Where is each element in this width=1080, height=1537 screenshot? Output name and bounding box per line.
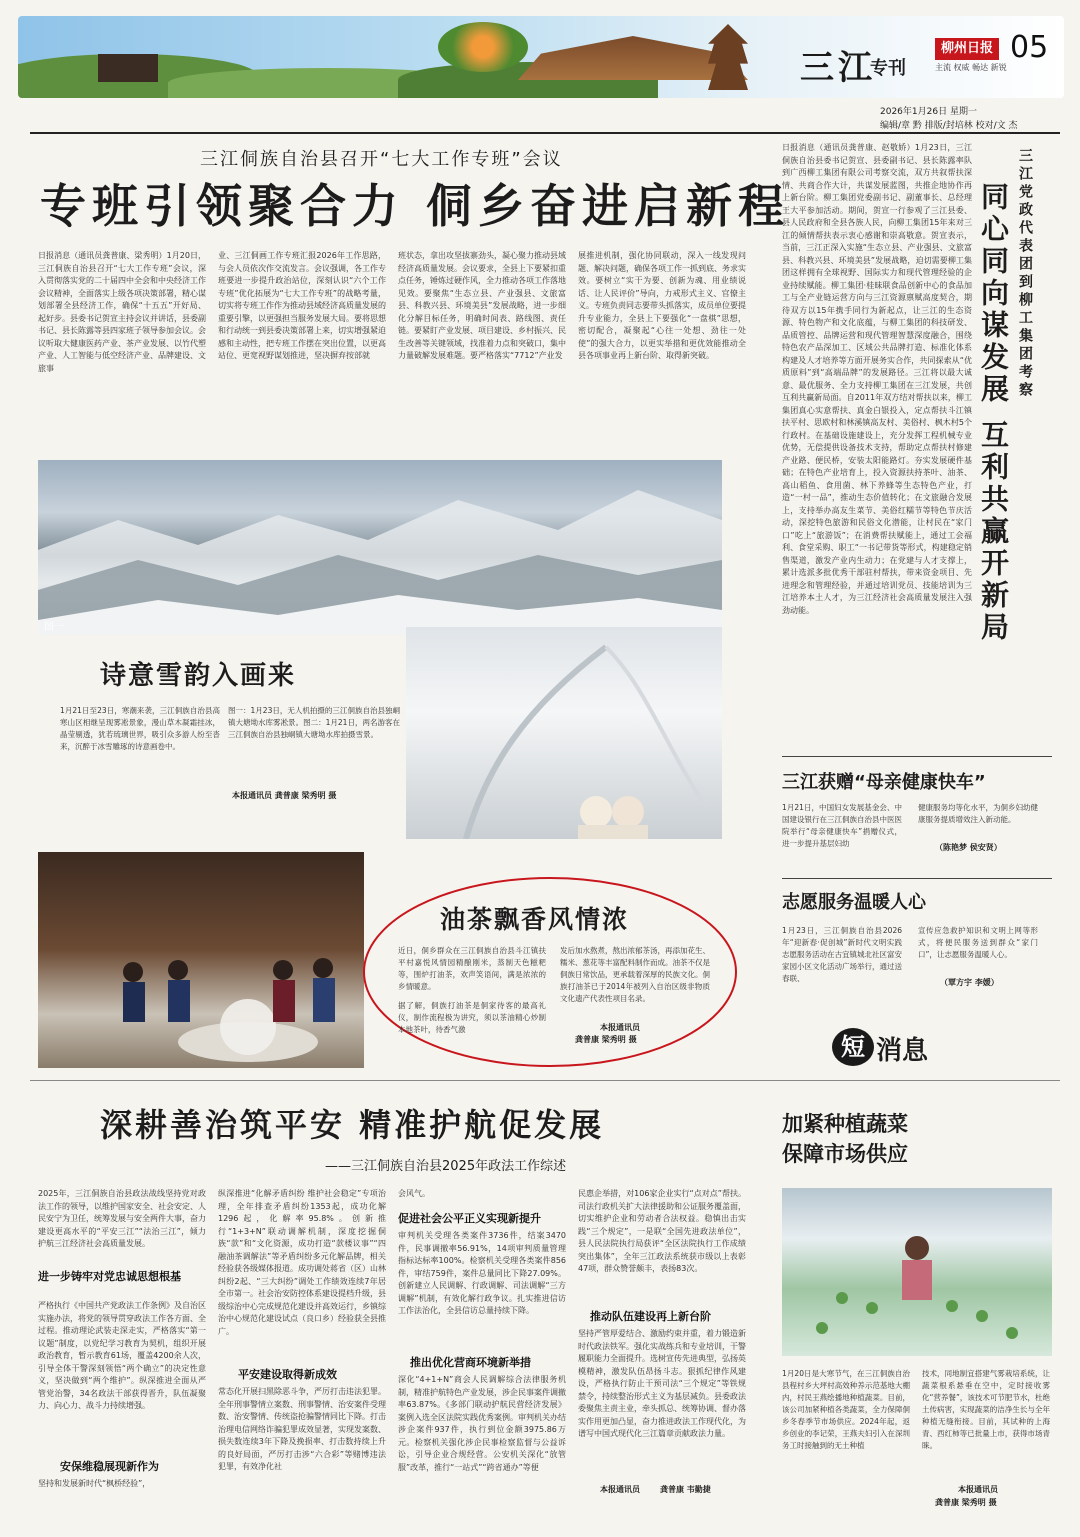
volunteer-title: 志愿服务温暖人心 [782,892,926,913]
law-col1: 2025年，三江侗族自治县政法战线坚持党对政法工作的领导，以维护国家安全、社会安定、人民安宁为卫任，统筹发展与安全两件大事，奋力建设更高水平的“平安三江”“法治三江”，倾力护航三江经济社会高质量发展。 [38,1189,206,1248]
photo1-label: 图一 [44,622,64,633]
snow-title: 诗意雪韵入画来 [100,661,297,691]
law-h4: 促进社会公平正义实现新提升 [398,1212,541,1225]
law-col4: 民惠企举措，对106家企业实行“点对点”帮扶。司法行政机关扩大法律援助和公证服务覆盖面，切实维护企业和劳动者合法权益。稳慎出击实践“三个规定”，一是联“全国先进政法单位”，县人民法院执行局获评“全区法院执行工作成绩突出集体”，全年三江政法系统获市级以上表彰47项，群众赞誉颇丰，表扬83次。 [578,1189,746,1273]
drum-tower-illustration [98,54,158,82]
law-col4b: 坚持严管厚爱结合、激励约束并重，着力锻造新时代政法铁军。强化实战练兵和专业培训，干警履职能力全面提升。选树宣传先进典型，弘扬英模精神，激发队伍昂扬斗志。狠抓纪律作风建设，严格执行防止干预司法“三个规定”等铁规禁令，持续整治形式主义为基层减负。县委政法委聚焦主责主业，牵头抓总、统筹协调、督办落实作用更加凸显，奋力推进政法工作现代化，为谱写中国式现代化三江篇章贡献政法力量。 [578,1329,746,1438]
snow-tree-photo [406,627,722,839]
right-lead-title: 同心同向谋发展 互利共赢开新局 [977,182,1010,644]
law-col3c: 深化“4+1+N”商会人民调解综合法律服务机制，精准护航特色产业发展，涉企民事案件调撤率63.87%。《多部门联动护航民营经济发展》案例入选全区法院实践优秀案例。审判机关办结涉企案件937件，执行到位金额3975.86万元。检察机关强化涉企民事检察监督与公益诉讼，引导企业合规经营。公安机关深化“放管服”改革，推行“一站式”“跨省通办”等便 [398,1375,566,1472]
oil-tea-col1: 近日，侗乡群众在三江侗族自治县斗江镇扶平村嘉悦风情园精酿刚米，蒸制天色糍粑等，围炉打油茶，欢声笑语间，满是浓浓的乡情暖意。 [398,946,546,991]
oil-tea-col2: 发后加水熬煮，熬出浓郁茶汤，再添加花生、糯米、葱花等丰富配料制作而成。油茶不仅是侗族日常饮品，更承载着深厚的民族文化。侗族打油茶已于2014年被列入自治区级非物质文化遗产代表性项目名录。 [560,946,710,1003]
oil-tea-credit-names: 龚普康 梁秀明 摄 [575,1035,637,1044]
lead-col-4: 展推进机制，强化协同联动，深入一线发现问题、解决问题，确保各项工作一抓到底、务求实效。要树立“实干为要、创新为魂、用业绩说话、让人民评价”导向，力戒形式主义、官僚主义。专班负责同志要带头抓落实，成员单位要提升专业能力，全县上下要强化“一盘棋”思想，密切配合，凝聚起“心往一处想、劲往一处使”的强大合力，以更实举措和更优效能推动全县各项事业再上新台阶、取得新突破。 [578,251,746,360]
law-h6: 推动队伍建设再上新台阶 [590,1310,711,1323]
bus-title: 三江获赠“母亲健康快车” [782,772,986,793]
oil-tea-title: 油茶飘香风情浓 [440,905,630,934]
veg-credit-label: 本报通讯员 [958,1485,998,1494]
law-col1c: 坚持和发展新时代“枫桥经验”， [38,1479,151,1488]
oil-tea-col1b: 据了解，侗族打油茶是侗家待客的最高礼仪，制作流程极为讲究，须以茶油精心炒制本地茶叶，待香气激 [398,1001,546,1034]
snow-credit: 本报通讯员 龚普康 梁秀明 摄 [232,791,337,800]
law-h1: 进一步铸牢对党忠诚思想根基 [38,1270,181,1283]
bus-col2: 健康服务均等化水平，为侗乡妇幼健康服务提质增效注入新动能。 [918,803,1038,824]
veg-col2: 技术，同地制宜搭建气雾栽培系统，让蔬菜根系悬垂在空中，定时接收雾化“营养餐”，该技术可节肥节水，杜绝土传病害，实现蔬菜的洁净生长与全年种植无缝衔接。目前，其试种的上海青、西红柿等已批量上市，获得市场青睐。 [922,1369,1050,1450]
volunteer-rule [782,878,1052,879]
law-col3: 会风气。 [398,1189,430,1198]
oil-tea-photo [38,852,364,1068]
law-col2b: 常态化开展扫黑除恶斗争，严厉打击违法犯罪。全年刑事警情立案数、刑事警情、治安案件受理数、治安警情、传统盗抢骗警情同比下降。打击治理电信网络诈骗犯罪成效显著，实现发案数、损失数连续3年下降及挽损率、打击数持续上升的良好局面，严厉打击涉“六合彩”等赌博违法犯罪，有效净化社 [218,1387,386,1471]
veg-credit-names: 龚普康 梁秀明 摄 [935,1498,997,1507]
masthead-banner [18,16,1064,98]
lead-col-1: 日报消息（通讯员龚普康、梁秀明）1月20日，三江侗族自治县召开“七大工作专班”会议，深入贯彻落实党的二十届四中全会和中央经济工作会议精神，全面落实上级各项决策部署，精心谋划部署全县经济工作，确保“十五五”开好局、起好步。县委书记贺宣主持会议并讲话，县委副书记、县长陈露等县四家班子领导参加会议。会议听取大健康医药产业、茶产业发展、以竹代塑产业、人工智能与低空经济产业、品牌建设、文旅事 [38,251,206,373]
mountain-ridges [38,460,722,635]
bus-rule [782,756,1052,757]
section-name: 三江 [800,48,876,88]
bus-credit: （陈艳梦 侯安贤） [935,843,1002,852]
snow-body: 1月21日至23日，寒潮来袭，三江侗族自治县高寒山区相继呈现雾凇景象，漫山草木凝霜挂冰，晶莹剔透，犹若琉璃世界，吸引众多游人纷至沓来，沉醉于冰雪雕琢的诗意画卷中。 [60,706,220,751]
volunteer-col2: 宣传应急救护知识和文明上网等形式，将便民服务送到群众“家门口”，让志愿服务温暖人心。 [918,926,1038,959]
veg-title-1: 加紧种植蔬菜 [782,1112,908,1136]
oil-tea-credit-label: 本报通讯员 [600,1023,640,1032]
fruit-tree-illustration [438,22,528,72]
veg-title-2: 保障市场供应 [782,1142,908,1166]
right-lead-body: 日报消息（通讯员龚普康、赵敬娇）1月23日，三江侗族自治县委书记贺宣、县委副书记、县长陈露率队到广西柳工集团有限公司考察交流，双方共叙帮扶深情、共商合作大计，共谋发展蓝图，共推企地协作再上新台阶。柳工集团党委副书记、副董事长、总经理王大平参加活动。期间，贺宣一行参观了三江县委、县人民政府和全县各族人民，向柳工集团15年来对三江的倾情帮扶表示衷心感谢和崇高敬意。贺宣表示，当前，三江正深入实施“生态立县、产业强县、文旅富县、科教兴县、环境美县”发展战略，迫切需要柳工集团这样拥有全球视野、国际实力和现代管理经验的企业持续赋能。柳工集团·桂昧联食品创新中心的食品加工与全产业链运营方向与三江资源禀赋高度契合，期待双方以15年携手同行为新起点，让三江的生态资源、特色物产和文化底蕴，与柳工集团的科技研发、品质管控、品牌运营和现代管理智慧深度融合，围绕特色农产品深加工、区域公共品牌打造、标准化体系构建及人才培养等方面开展务实合作，共同探索从“优质原料”到“高端品牌”的发展路径。三江将以最大诚意、最优服务、全力支持柳工集团在三江发展，共创互利共赢新局面。自2011年双方结对帮扶以来，柳工集团真心实意帮扶、真金白银投入，定点帮扶斗江镇扶平村、思欧村和林溪镇高友村、美俗村、枫木村5个行政村。在基础设施建设上，充分发挥工程机械专业优势，无偿提供设备技术支持，帮助定点帮扶村修建产业路、便民桥，安装太阳能路灯。夯实发展硬件基础；在特色产业培育上，投入资源扶持茶叶、油茶、高山稻鱼、食用菌、林下养蜂等生态特色产业，打造“一村一品”，推动生态价值转化；在文旅融合发展上，支持举办高友生菜节、美俗红糯节等特色节庆活动，深挖特色旅游和民俗文化潜能，让村民在“家门口”吃上“旅游饭”；在消费帮扶赋能上，通过工会福利、食堂采购、职工“一书记带货等形式，构建稳定销售渠道，激发产业内生动力；在党建与人才支撑上，累计选派多批优秀干部驻村帮扶，带来资金项目、先进理念和管理经验，并通过培训党员、技能培训为三江培养本土人才，为三江经济社会高质量发展注入强劲动能。 [782,143,972,615]
law-h2: 安保维稳展现新作为 [60,1460,159,1473]
snow-caption: 图一：1月23日，无人机拍摄的三江侗族自治县独峒镇大塘坳水库雾凇景。图二：1月21日，两名游客在三江侗族自治县独峒镇大塘坳水库拍摄雪景。 [228,706,400,739]
pagoda-illustration [708,24,748,90]
law-col3b: 审判机关受理各类案件3736件，结案3470件，民事调撤率56.91%，14项审判质量管理指标达标率100%。检察机关受理各类案件856件，审结759件，案件总量同比下降27.09%。创新建立人民调解、行政调解、司法调解“三方调解”机制，有效化解行政争议。扎实推进信访工作法治化，全县信访总量持续下降。 [398,1231,566,1315]
volunteer-credit: （覃方宇 李媛） [940,978,999,987]
greenhouse-scene [782,1188,1052,1356]
right-lead-subtitle: 三江党政代表团到柳工集团考察 [1017,148,1033,400]
snow-mountain-photo [38,460,722,635]
law-credit-label: 本报通讯员 [600,1485,640,1494]
paper-slogan: 主流 权威 畅达 新锐 [935,63,1007,72]
law-subtitle: ——三江侗族自治县2025年政法工作综述 [325,1159,567,1174]
frosted-tree [406,627,722,839]
issue-date: 2026年1月26日 星期一 [880,107,977,117]
bus-col1: 1月21日，中国妇女发展基金会、中国建设银行在三江侗族自治县中医医院举行“母亲健康快车”捐赠仪式，进一步提升基层妇幼 [782,803,902,848]
section-suffix: 专刊 [870,58,906,79]
law-h3: 平安建设取得新成效 [238,1368,337,1381]
oil-tea-scene [38,852,364,1068]
lead-subtitle: 三江侗族自治县召开“七大工作专班”会议 [200,149,563,170]
law-title: 深耕善治筑平安 精准护航促发展 [100,1106,605,1144]
editor-credits: 编辑/章 黔 排版/封培林 校对/文 杰 [880,121,1018,131]
veg-col1: 1月20日是大寒节气，在三江侗族自治县程村乡大坪村高效种养示范基地大棚内，村民王燕绘播地种植蔬菜。目前，该公司加紧种植各类蔬菜，全力保障侗乡冬春季节市场供应。2024年起，返乡创业的李记荣，王燕夫妇引入在深圳务工时接触到的无土种植 [782,1369,910,1450]
law-credit-names: 龚普康 韦勤捷 [660,1485,711,1494]
top-rule [30,132,1060,134]
law-h5: 推出优化营商环境新举措 [410,1356,531,1369]
page-number: 05 [1010,30,1049,65]
mid-rule [30,1080,1060,1081]
lead-title: 专班引领聚合力 侗乡奋进启新程 [40,179,791,233]
lead-col-3: 班状态，拿出攻坚拔寨劲头，凝心聚力推动县域经济高质量发展。会议要求，全县上下要紧扣重点任务，锤炼过硬作风，全力推动各项工作落地见效。要聚焦“生态立县、产业强县、文旅富县、科教兴县、环境美县”发展战略，进一步细化分解目标任务，明确时间表、路线图、责任链。要紧盯产业发展、项目建设、乡村振兴、民生改善等关键领域，找准着力点和突破口，集中力量破解发展难题。要严格落实“7712”产业发 [398,251,566,360]
lead-col-2: 业、三江侗画工作专班汇报2026年工作思路，与会人员依次作交流发言。会议强调，各工作专班要进一步提升政治站位，深刻认识“六个工作专班”优化拓展为“七大工作专班”的战略考量，切实将专班工作作为推动县域经济高质量发展的重要引擎，以更强担当服务发展大局。要将思想和行动统一到县委决策部署上来，切实增强紧迫感和主动性，把专班工作摆在突出位置，以更高站位、更宽视野谋划推进，坚决摒弃按部就 [218,251,386,360]
law-col1b: 严格执行《中国共产党政法工作条例》及自治区实施办法，将党的领导贯穿政法工作各方面、全过程。推动理论武装走深走实，严格落实“第一议题”制度，以党纪学习教育为契机，组织开展政治教育，暂示教育61场，覆盖4200余人次，引导全体干警深刻领悟“两个确立”的决定性意义，坚决做到“两个维护”。纵深推进全面从严管党治警，34名政法干部获得晋升，队伍凝聚力、向心力、战斗力持续增强。 [38,1301,206,1410]
law-col2: 纵深推进“化解矛盾纠纷 维护社会稳定”专项治理，全年排查矛盾纠纷1353起，成功化解1296起，化解率95.8%。创新推行“1+3+N”联动调解机制，深度挖掘侗族“款”和“文化资源，成功打造“款楼议事”“四融油茶调解法”等矛盾纠纷多元化解品牌，相关经验获各级媒体报道。成功调处蒋省（区）山林纠纷2起、“三大纠纷”调处工作绩效连续7年居全市第一。社会治安防控体系建设提档升级，县级综治中心完成规范化建设并高效运行，乡镇综治中心规范化建设试点（良口乡）经验获全县推广。 [218,1189,386,1336]
short-news-badge-char: 短 [832,1028,874,1066]
vegetable-greenhouse-photo [782,1188,1052,1356]
short-news-badge-label: 消息 [876,1036,929,1066]
volunteer-col1: 1月23日，三江侗族自治县2026年“迎新春·促创城”新时代文明实践志愿服务活动在古宜镇城北社区富安家园小区文化活动广场举行，通过送春联、 [782,926,902,983]
paper-logo: 柳州日报 [935,38,999,60]
